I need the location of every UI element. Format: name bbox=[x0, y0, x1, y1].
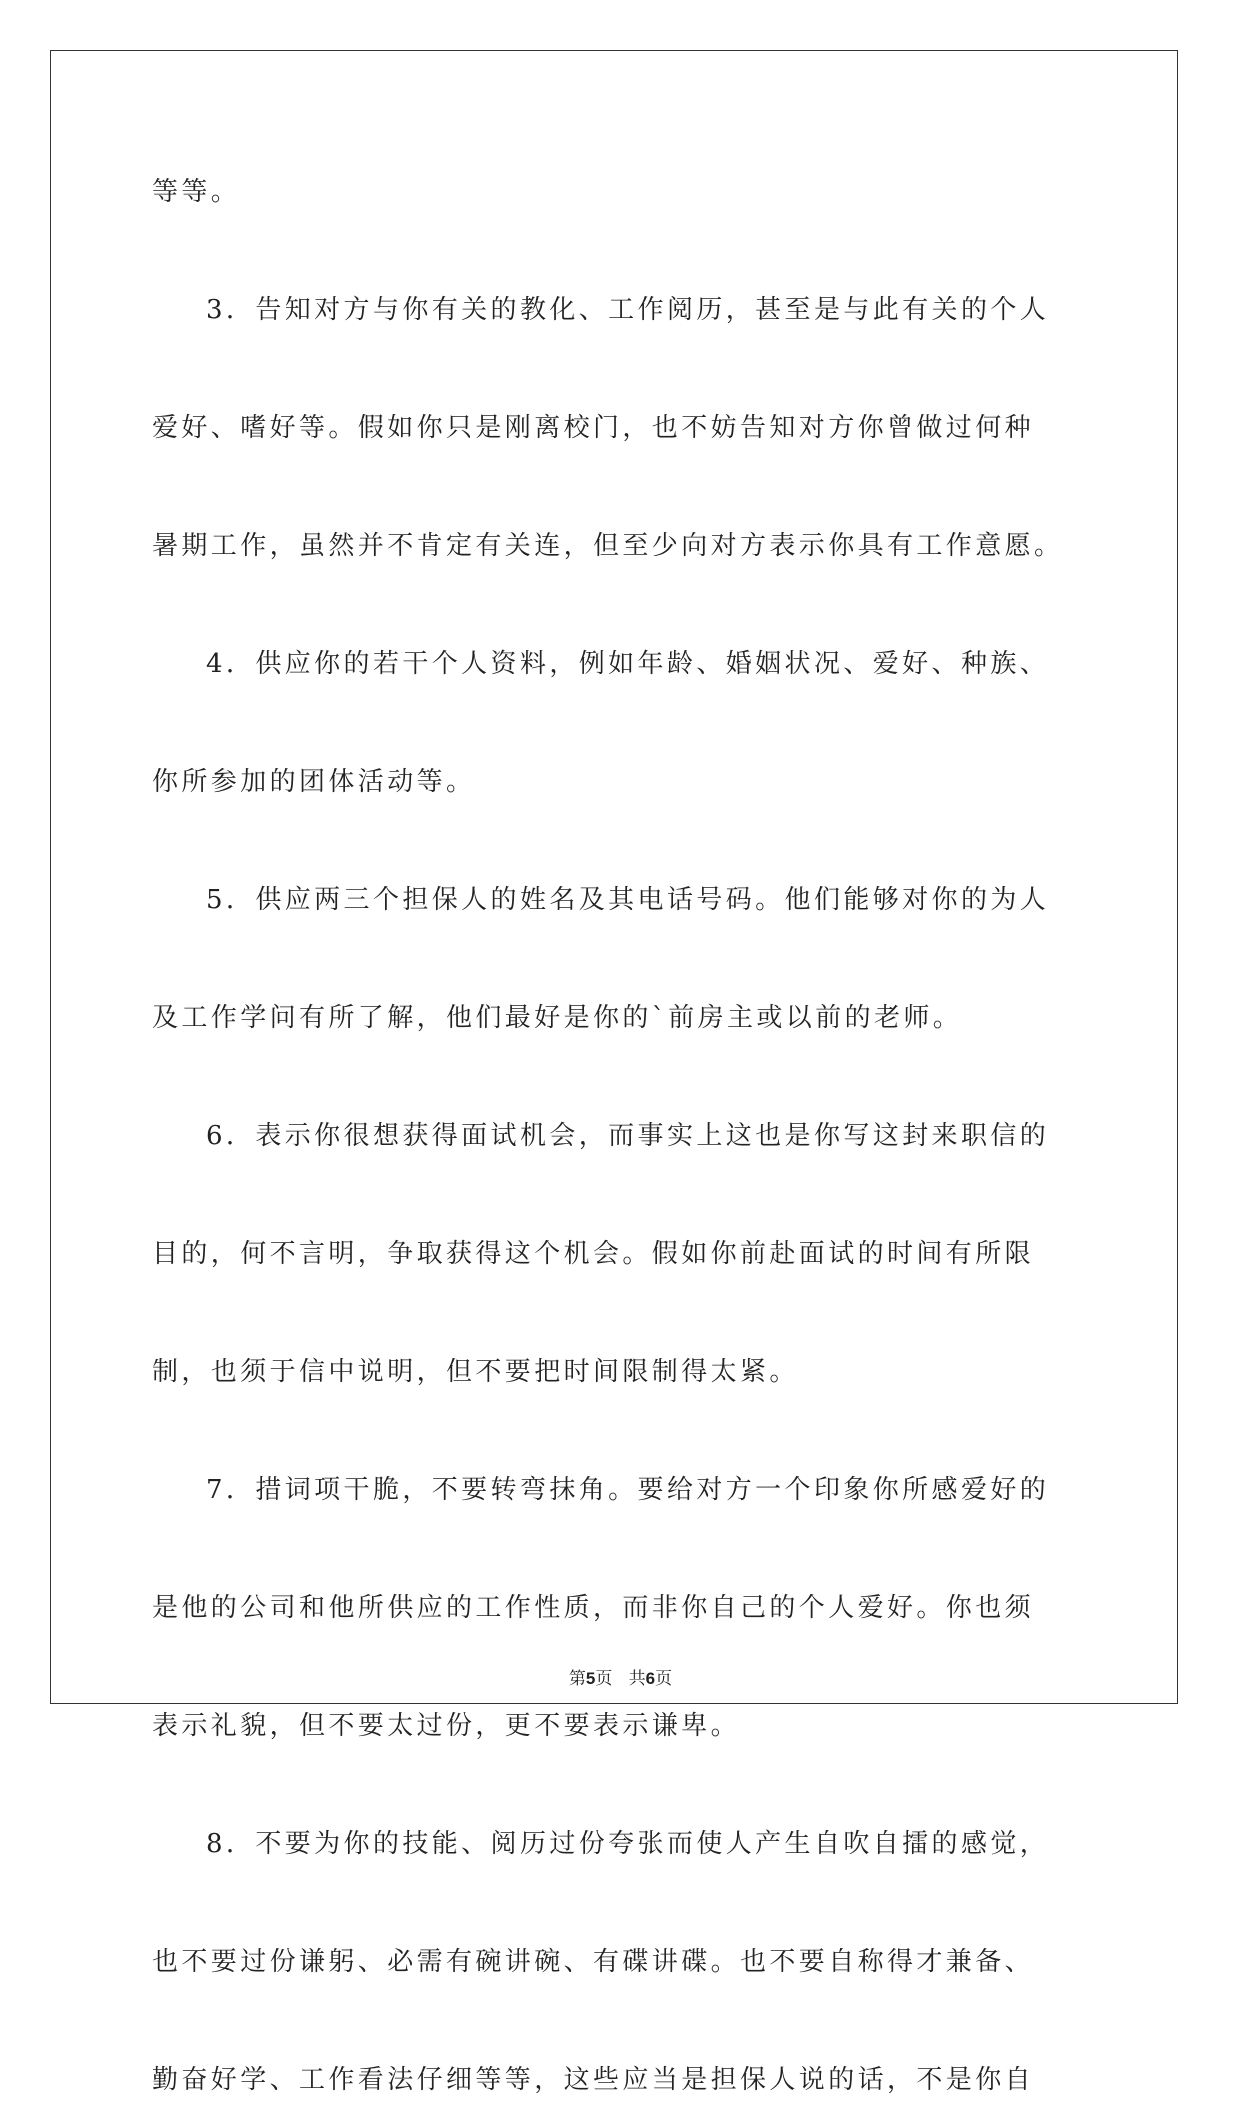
text-line: 是他的公司和他所供应的工作性质，而非你自己的个人爱好。你也须 bbox=[152, 1593, 1035, 1623]
footer-current-page: 5 bbox=[585, 1669, 596, 1688]
text-line: 7．措词项干脆，不要转弯抹角。要给对方一个印象你所感爱好的 bbox=[206, 1475, 1050, 1505]
blank-line bbox=[152, 458, 1092, 517]
text-line: 表示礼貌，但不要太过份，更不要表示谦卑。 bbox=[152, 1711, 741, 1741]
blank-line bbox=[152, 1756, 1092, 1815]
text-line: 及工作学问有所了解，他们最好是你的`前房主或以前的老师。 bbox=[152, 1003, 963, 1033]
text-line: 4．供应你的若干个人资料，例如年龄、婚姻状况、爱好、种族、 bbox=[206, 649, 1050, 679]
page-footer bbox=[0, 1667, 1241, 1691]
footer-total-prefix: 共 bbox=[628, 1669, 646, 1689]
footer-page-prefix: 第 bbox=[568, 1669, 586, 1689]
blank-line bbox=[152, 1402, 1092, 1461]
text-line: 制，也须于信中说明，但不要把时间限制得太紧。 bbox=[152, 1357, 799, 1387]
blank-line bbox=[152, 1874, 1092, 1933]
footer-total-pages: 6 bbox=[645, 1669, 656, 1688]
text-line: 5．供应两三个担保人的姓名及其电话号码。他们能够对你的为人 bbox=[206, 885, 1050, 915]
blank-line bbox=[152, 694, 1092, 753]
text-line: 8．不要为你的技能、阅历过份夸张而使人产生自吹自擂的感觉， bbox=[206, 1829, 1050, 1859]
text-line: 你所参加的团体活动等。 bbox=[152, 767, 476, 797]
text-line: 3．告知对方与你有关的教化、工作阅历，甚至是与此有关的个人 bbox=[206, 295, 1050, 325]
text-line: 暑期工作，虽然并不肯定有关连，但至少向对方表示你具有工作意愿。 bbox=[152, 531, 1064, 561]
blank-line bbox=[152, 340, 1092, 399]
text-line: 目的，何不言明，争取获得这个机会。假如你前赴面试的时间有所限 bbox=[152, 1239, 1035, 1269]
text-line: 等等。 bbox=[152, 177, 241, 207]
blank-line bbox=[152, 1048, 1092, 1107]
text-line: 也不要过份谦躬、必需有碗讲碗、有碟讲碟。也不要自称得才兼备、 bbox=[152, 1947, 1035, 1977]
text-line: 爱好、嗜好等。假如你只是刚离校门，也不妨告知对方你曾做过何种 bbox=[152, 413, 1035, 443]
blank-line bbox=[152, 1520, 1092, 1579]
blank-line bbox=[152, 930, 1092, 989]
footer-total-suffix: 页 bbox=[655, 1669, 673, 1689]
blank-line bbox=[152, 576, 1092, 635]
text-line: 勤奋好学、工作看法仔细等等，这些应当是担保人说的话，不是你自 bbox=[152, 2065, 1035, 2095]
blank-line bbox=[152, 812, 1092, 871]
blank-line bbox=[152, 222, 1092, 281]
blank-line bbox=[152, 1284, 1092, 1343]
document-body bbox=[152, 163, 1092, 2110]
text-line: 6．表示你很想获得面试机会，而事实上这也是你写这封来职信的 bbox=[206, 1121, 1050, 1151]
footer-page-suffix: 页 bbox=[595, 1669, 613, 1689]
blank-line bbox=[152, 1166, 1092, 1225]
blank-line bbox=[152, 1992, 1092, 2051]
